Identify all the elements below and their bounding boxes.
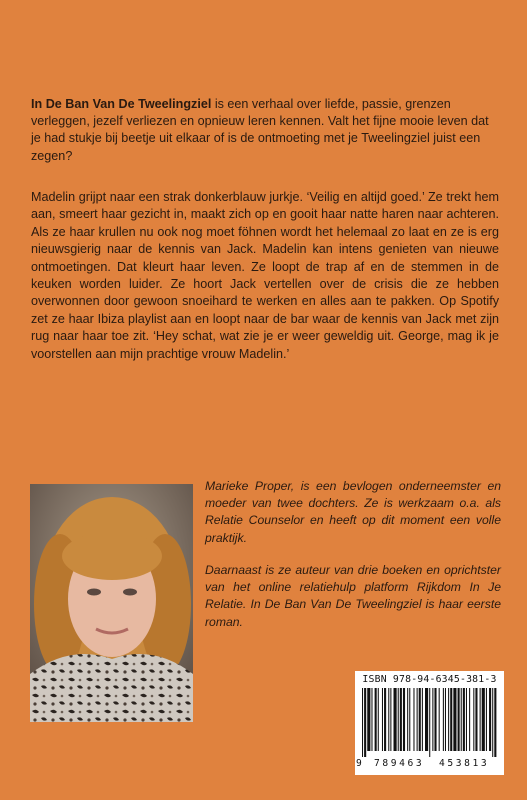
barcode-bar <box>375 688 377 751</box>
barcode-bar <box>494 688 496 757</box>
barcode-bar <box>425 688 428 751</box>
barcode-bar <box>417 688 418 751</box>
barcode-bar <box>469 688 470 751</box>
barcode-bar <box>475 688 477 751</box>
barcode-bar <box>486 688 487 751</box>
barcode-bar <box>473 688 474 751</box>
barcode-bar <box>409 688 410 751</box>
barcode-bar <box>448 688 449 751</box>
barcode-bar <box>434 688 436 751</box>
barcode-digits-right: 453813 <box>439 758 490 769</box>
barcode-bar <box>461 688 462 751</box>
barcode-bar <box>458 688 460 751</box>
barcode-bar <box>388 688 389 751</box>
barcode-bar <box>419 688 421 751</box>
barcode-bar <box>489 688 491 751</box>
barcode-bars <box>362 688 497 757</box>
barcode-digits-left: 789463 <box>374 758 425 769</box>
barcode-bar <box>382 688 383 751</box>
barcode-bar <box>394 688 397 751</box>
barcode-bar <box>400 688 402 751</box>
barcode-bar <box>390 688 391 751</box>
barcode-bar <box>422 688 423 751</box>
blurb-text: is een verhaal over liefde, passie, grenzen verleggen, jezelf verliezen en opnieuw leren kennen. Valt het fijne mooie leven dat je had stukje bij beetje uit elkaar of is de ontmoeting met je Tweelingziel juist een zegen? <box>31 97 489 163</box>
barcode-bar <box>480 688 481 751</box>
blurb-paragraph <box>31 96 499 165</box>
isbn-label: ISBN 978-94-6345-381-3 <box>362 674 497 685</box>
barcode-bar <box>429 688 430 757</box>
isbn-barcode <box>355 671 504 775</box>
barcode-bar <box>453 688 456 751</box>
barcode-bar <box>482 688 485 751</box>
barcode-bar <box>492 688 493 757</box>
author-photo <box>30 484 193 722</box>
barcode-digit-first: 9 <box>356 758 362 769</box>
barcode-bar <box>432 688 433 751</box>
barcode-bar <box>413 688 414 751</box>
book-title-inline: In De Ban Van De Tweelingziel <box>31 97 212 111</box>
barcode-bar <box>378 688 379 751</box>
author-bio-1: Marieke Proper, is een bevlogen onderneemster en moeder van twee dochters. Ze is werkzaam o.a. als Relatie Counselor en heeft op dit moment een volle praktijk. <box>205 479 501 545</box>
barcode-bar <box>371 688 372 751</box>
barcode-bar <box>443 688 444 751</box>
barcode-bar <box>398 688 399 751</box>
barcode-bar <box>403 688 405 751</box>
barcode-bar <box>364 688 366 757</box>
barcode-bar <box>367 688 370 751</box>
author-portrait-image <box>30 484 193 722</box>
barcode-bar <box>439 688 440 751</box>
barcode-bar <box>407 688 408 751</box>
barcode-bar <box>384 688 386 751</box>
barcode-bar <box>466 688 467 751</box>
barcode-bar <box>463 688 465 751</box>
barcode-bar <box>450 688 452 751</box>
author-bio-2: Daarnaast is ze auteur van drie boeken en oprichtster van het online relatiehulp platform Rijkdom In Je Relatie. In De Ban Van De Tweelingziel is haar eerste roman. <box>205 563 501 629</box>
barcode-bar <box>362 688 363 757</box>
barcode-bar <box>445 688 446 751</box>
excerpt-paragraph: Madelin grijpt naar een strak donkerblauw jurkje. ‘Veilig en altijd goed.’ Ze trekt hem aan, smeert haar gezicht in, maakt zich op en gooit haar natte haren naar achteren. Als ze haar krullen nu ook nog moet föhnen wordt het helemaal zo laat en ze is erg nieuwsgierig naar de kennis van Jack. Madelin kan intens genieten van nieuwe ontmoetingen. Dat kleurt haar leven. Ze loopt de trap af en de stemmen in de keuken worden luider. Ze hoort Jack vertellen over de crisis die ze hebben overwonnen door gewoon snoeihard te werken en alles aan te pakken. Op Spotify zet ze haar Ibiza playlist aan en loopt naar de bar waar de kennis van Jack met zijn rug naar haar toe zit. ‘Hey schat, wat zie je er weer geweldig uit. George, mag ik je voorstellen aan mijn prachtige vrouw Madelin.’ <box>31 190 499 361</box>
